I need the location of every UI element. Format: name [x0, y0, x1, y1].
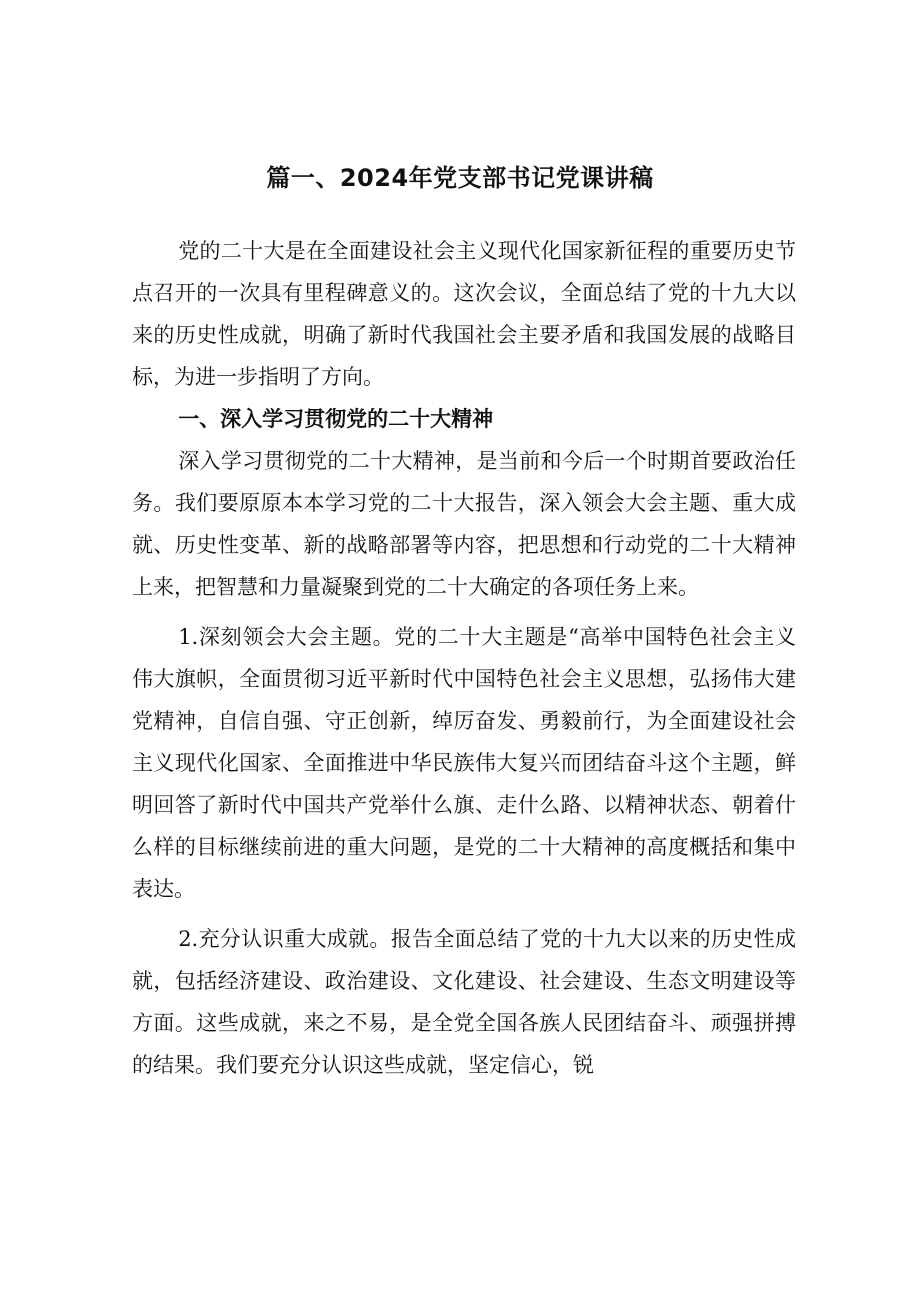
document-body: [132, 230, 796, 1086]
paragraph-study: 深入学习贯彻党的二十大精神，是当前和今后一个时期首要政治任务。我们要原原本本学习党的二十大报告，深入领会大会主题、重大成就、历史性变革、新的战略部署等内容，把思想和行动党的二十大精神上来，把智慧和力量凝聚到党的二十大确定的各项任务上来。: [132, 449, 796, 599]
section-heading-1: 一、深入学习贯彻党的二十大精神: [178, 407, 494, 431]
paragraph-intro: 党的二十大是在全面建设社会主义现代化国家新征程的重要历史节点召开的一次具有里程碑意义的。这次会议，全面总结了党的十九大以来的历史性成就，明确了新时代我国社会主要矛盾和我国发展的战略目标，为进一步指明了方向。: [132, 239, 796, 389]
paragraph-gap: [132, 910, 796, 918]
paragraph-point-2: 2.充分认识重大成就。报告全面总结了党的十九大以来的历史性成就，包括经济建设、政治建设、文化建设、社会建设、生态文明建设等方面。这些成就，来之不易，是全党全国各族人民团结奋斗、顽强拼搏的结果。我们要充分认识这些成就，坚定信心，锐: [132, 927, 796, 1077]
document-title: 篇一、2024年党支部书记党课讲稿: [266, 164, 654, 192]
paragraph-point-1: 1.深刻领会大会主题。党的二十大主题是“高举中国特色社会主义伟大旗帜，全面贯彻习近平新时代中国特色社会主义思想，弘扬伟大建党精神，自信自强、守正创新，绰厉奋发、勇毅前行，为全面建设社会主义现代化国家、全面推进中华民族伟大复兴而团结奋斗这个主题，鲜明回答了新时代中国共产党举什么旗、走什么路、以精神状态、朝着什么样的目标继续前进的重大问题，是党的二十大精神的高度概括和集中表达。: [132, 625, 796, 901]
paragraph-gap: [132, 608, 796, 616]
